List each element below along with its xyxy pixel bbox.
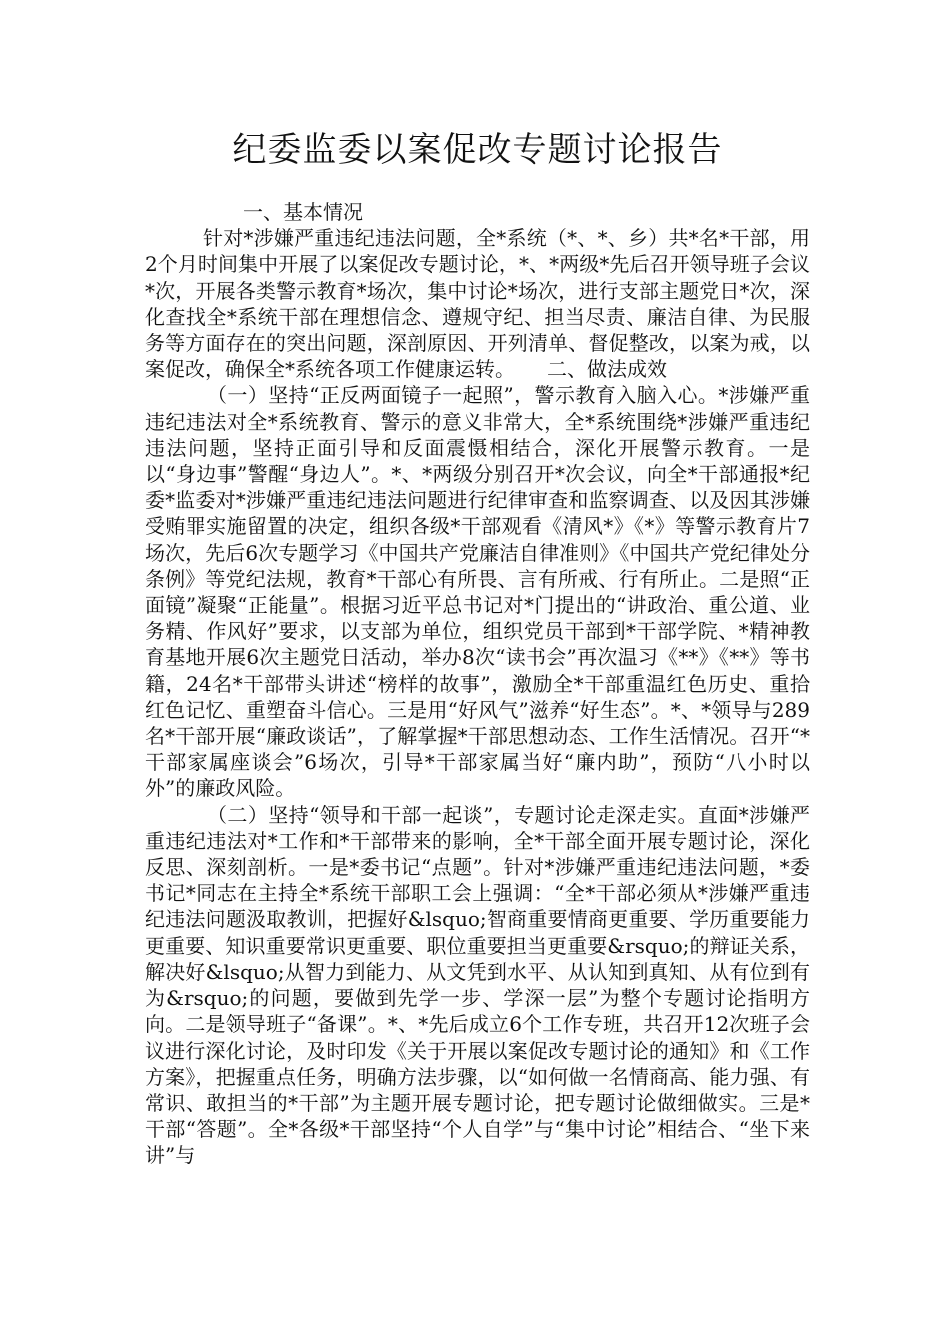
section-heading-practices: 二、做法成效 [547,357,667,382]
practice-paragraph-2: （二）坚持“领导和干部一起谈”，专题讨论走深走实。直面*涉嫌严重违纪违法对*工作和*干部带来的影响，全*干部全面开展专题讨论，深化反思、深刻剖析。一是*委书记“点题”。针对*涉嫌严重违纪违法问题，*委书记*同志在主持全*系统干部职工会上强调：“全*干部必须从*涉嫌严重违纪违法问题汲取教训，把握好&lsquo;智商重要情商更重要、学历重要能力更重要、知识重要常识更重要、职位重要担当更重要&rsquo;的辩证关系，解决好&lsquo;从智力到能力、从文凭到水平、从认知到真知、从有位到有为&rsquo;的问题，要做到先学一步、学深一层”为整个专题讨论指明方向。二是领导班子“备课”。*、*先后成立6个工作专班，共召开12次班子会议进行深化讨论，及时印发《关于开展以案促改专题讨论的通知》和《工作方案》，把握重点任务，明确方法步骤，以“如何做一名情商高、能力强、有常识、敢担当的*干部”为主题开展专题讨论，把专题讨论做细做实。三是*干部“答题”。全*各级*干部坚持“个人自学”与“集中讨论”相结合、“坐下来讲”与 [145,802,810,1168]
practice-paragraph-1: （一）坚持“正反两面镜子一起照”，警示教育入脑入心。*涉嫌严重违纪违法对全*系统教育、警示的意义非常大，全*系统围绕*涉嫌严重违纪违法问题，坚持正面引导和反面震慑相结合，深化开展警示教育。一是以“身边事”警醒“身边人”。*、*两级分别召开*次会议，向全*干部通报*纪委*监委对*涉嫌严重违纪违法问题进行纪律审查和监察调查、以及因其涉嫌受贿罪实施留置的决定，组织各级*干部观看《清风*》《*》等警示教育片7场次，先后6次专题学习《中国共产党廉洁自律准则》《中国共产党纪律处分条例》等党纪法规，教育*干部心有所畏、言有所戒、行有所止。二是照“正面镜”凝聚“正能量”。根据习近平总书记对*门提出的“讲政治、重公道、业务精、作风好”要求，以支部为单位，组织党员干部到*干部学院、*精神教育基地开展6次主题党日活动，举办8次“读书会”再次温习《**》《**》等书籍，24名*干部带头讲述“榜样的故事”，激励全*干部重温红色历史、重拾红色记忆、重塑奋斗信心。三是用“好风气”滋养“好生态”。*、*领导与289名*干部开展“廉政谈话”，了解掌握*干部思想动态、工作生活情况。召开“*干部家属座谈会”6场次，引导*干部家属当好“廉内助”，预防“八小时以外”的廉政风险。 [145,383,810,801]
basic-situation-text: 针对*涉嫌严重违纪违法问题，全*系统（*、*、乡）共*名*干部，用2个月时间集中开展了以案促改专题讨论，*、*两级*先后召开领导班子会议*次，开展各类警示教育*场次，集中讨论*场次，进行支部主题党日*次，深化查找全*系统干部在理想信念、遵规守纪、担当尽责、廉洁自律、为民服务等方面存在的突出问题，深剖原因、开列清单、督促整改，以案为戒，以案促改，确保全*系统各项工作健康运转。 [145,226,810,382]
basic-situation-paragraph [145,225,810,382]
document-title: 纪委监委以案促改专题讨论报告 [232,130,723,170]
section-heading-basic-situation: 一、基本情况 [243,200,363,224]
document-page [145,0,810,1344]
